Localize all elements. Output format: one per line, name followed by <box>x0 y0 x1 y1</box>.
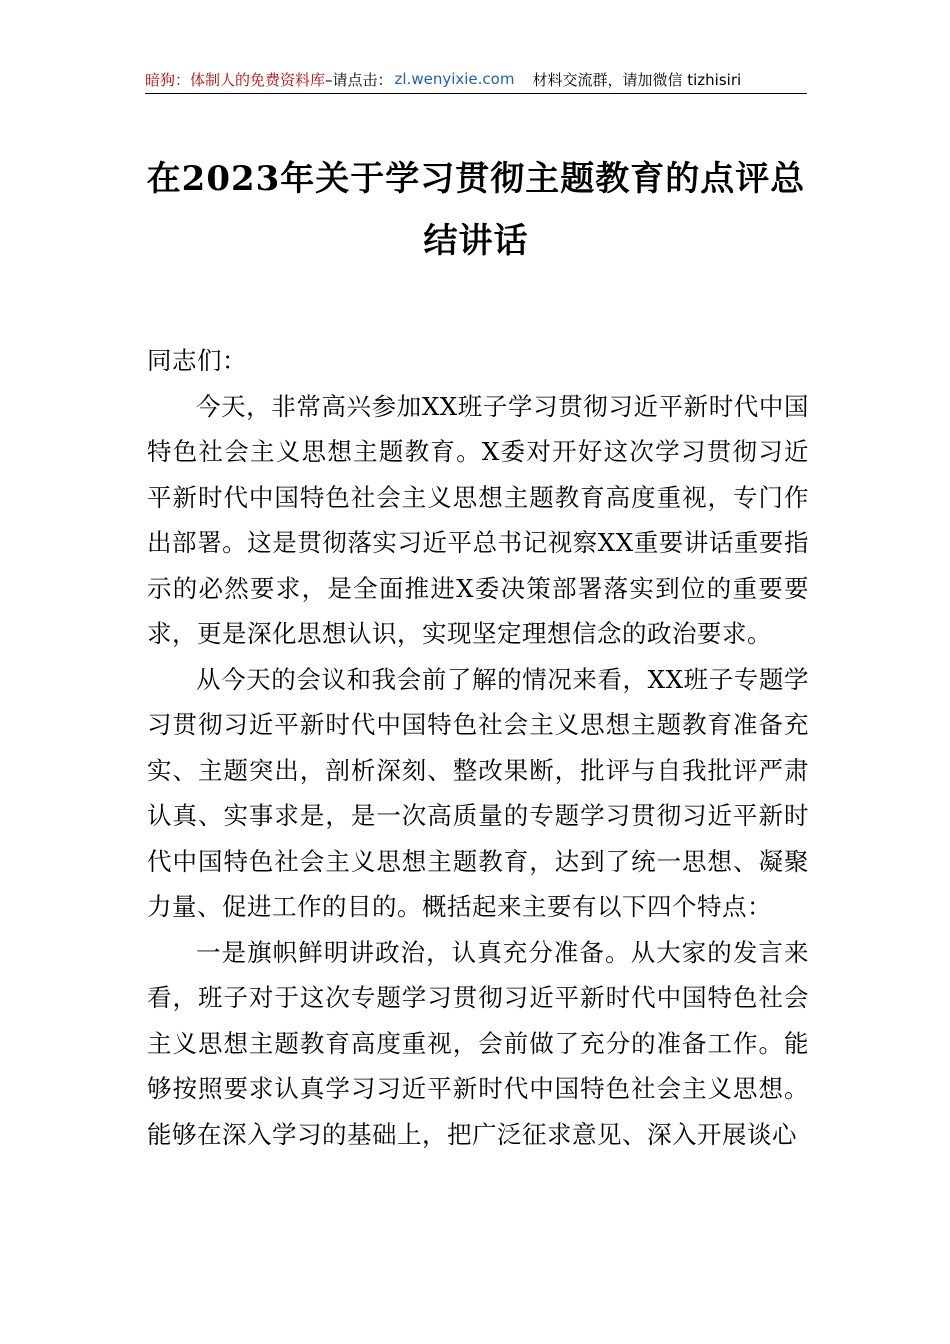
header-group-note: 材料交流群，请加微信 tizhisiri <box>532 70 742 89</box>
document-title <box>140 148 812 272</box>
header-url-link[interactable]: zl.wenyixie.com <box>394 70 515 88</box>
paragraph: 从今天的会议和我会前了解的情况来看，XX班子专题学习贯彻习近平新时代中国特色社会主义思想主题教育准备充实、主题突出，剖析深刻、整改果断，批评与自我批评严肃认真、实事求是，是一次高质量的专题学习贯彻习近平新时代中国特色社会主义思想主题教育，达到了统一思想、凝聚力量、促进工作的目的。概括起来主要有以下四个特点： <box>147 664 809 921</box>
title-line-1: 在2023年关于学习贯彻主题教育的点评总 <box>146 159 806 199</box>
salutation: 同志们： <box>147 346 247 375</box>
header-brand: 暗狗：体制人的免费资料库 <box>145 70 326 89</box>
header-separator: –请点击： <box>325 70 393 89</box>
paragraph: 今天，非常高兴参加XX班子学习贯彻习近平新时代中国特色社会主义思想主题教育。X委对开好这次学习贯彻习近平新时代中国特色社会主义思想主题教育高度重视，专门作出部署。这是贯彻落实习近平总书记视察XX重要讲话重要指示的必然要求，是全面推进X委决策部署落实到位的重要要求，更是深化思想认识，实现坚定理想信念的政治要求。 <box>147 391 809 648</box>
page-header <box>145 66 807 92</box>
paragraph: 一是旗帜鲜明讲政治，认真充分准备。从大家的发言来看，班子对于这次专题学习贯彻习近平新时代中国特色社会主义思想主题教育高度重视，会前做了充分的准备工作。能够按照要求认真学习习近平新时代中国特色社会主义思想。能够在深入学习的基础上，把广泛征求意见、深入开展谈心 <box>147 937 809 1149</box>
document-body <box>147 338 809 1157</box>
header-divider <box>145 93 807 94</box>
title-line-2: 结讲话 <box>423 221 529 261</box>
